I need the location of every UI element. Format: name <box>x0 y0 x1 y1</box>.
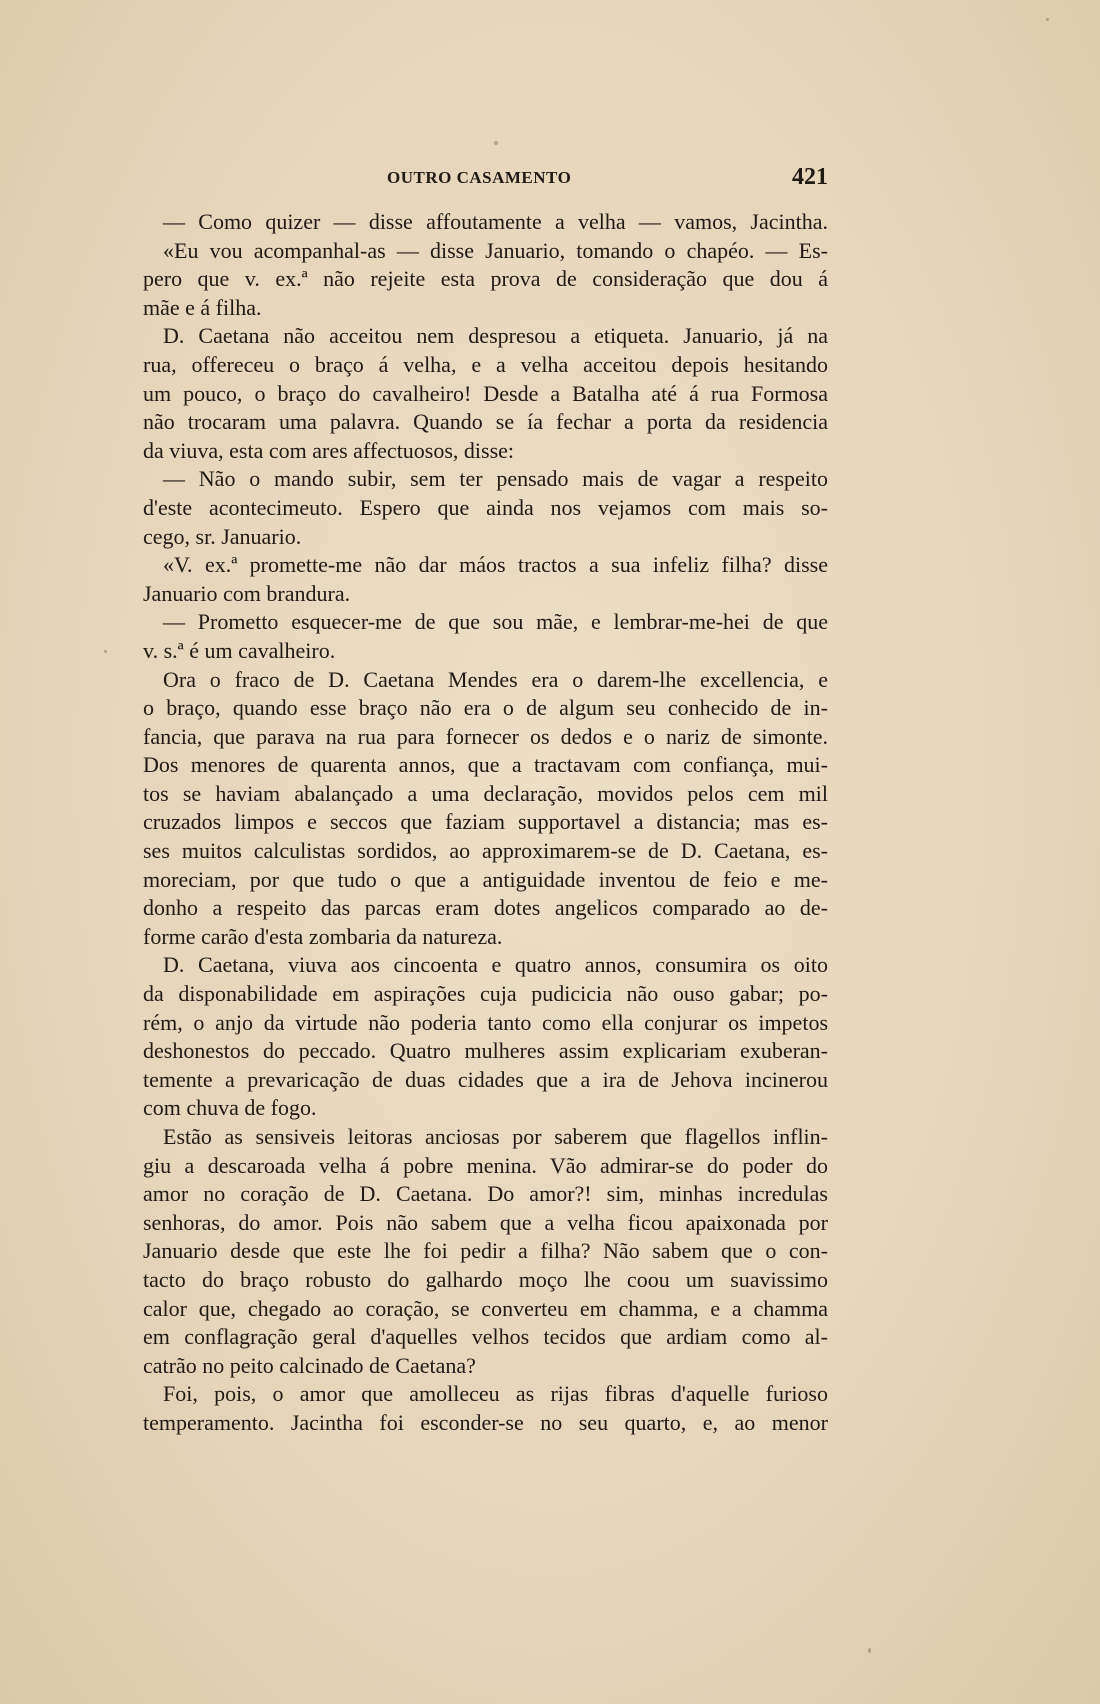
paper-speck <box>104 650 107 653</box>
text-line: catrão no peito calcinado de Caetana? <box>143 1352 476 1378</box>
text-line: Januario desde que este lhe foi pedir a filha? Não sabem que o con- <box>143 1238 828 1264</box>
text-line: temente a prevaricação de duas cidades que a ira de Jehova incinerou <box>143 1066 828 1092</box>
page-number: 421 <box>792 164 828 190</box>
text-line: um pouco, o braço do cavalheiro! Desde a Batalha até á rua Formosa <box>143 380 828 406</box>
text-line: Foi, pois, o amor que amolleceu as rijas fibras d'aquelle furioso <box>163 1381 828 1407</box>
running-head <box>143 164 828 194</box>
text-line: mãe e á filha. <box>143 294 262 320</box>
text-line: o braço, quando esse braço não era o de algum seu conhecido de in- <box>143 695 828 721</box>
text-line: Estão as sensiveis leitoras anciosas por saberem que flagellos inflin- <box>163 1124 828 1149</box>
text-line: — Não o mando subir, sem ter pensado mais de vagar a respeito <box>163 466 828 492</box>
text-line: fancia, que parava na rua para fornecer os dedos e o nariz de simonte. <box>143 723 828 749</box>
text-line: ses muitos calculistas sordidos, ao approximarem-se de D. Caetana, es- <box>143 838 828 864</box>
paper-speck <box>868 1648 871 1653</box>
text-line: — Prometto esquecer-me de que sou mãe, e lembrar-me-hei de que <box>163 609 828 635</box>
body-text <box>143 208 828 1438</box>
text-line: pero que v. ex.ª não rejeite esta prova de consideração que dou á <box>143 266 828 292</box>
text-line: moreciam, por que tudo o que a antiguidade inventou de feio e me- <box>143 866 828 892</box>
text-line: D. Caetana, viuva aos cincoenta e quatro annos, consumira os oito <box>163 952 828 978</box>
text-line: rua, offereceu o braço á velha, e a velha acceitou depois hesitando <box>143 351 828 377</box>
paper-speck <box>1046 18 1049 21</box>
text-line: D. Caetana não acceitou nem despresou a etiqueta. Januario, já na <box>163 323 828 349</box>
text-line: amor no coração de D. Caetana. Do amor?! sim, minhas incredulas <box>143 1181 828 1207</box>
text-line: temperamento. Jacintha foi esconder-se no seu quarto, e, ao menor <box>143 1409 828 1435</box>
text-line: com chuva de fogo. <box>143 1095 317 1121</box>
text-line: «Eu vou acompanhal-as — disse Januario, tomando o chapéo. — Es- <box>163 237 828 263</box>
text-line: da viuva, esta com ares affectuosos, disse: <box>143 437 515 463</box>
text-line: calor que, chegado ao coração, se converteu em chamma, e a chamma <box>143 1295 828 1321</box>
running-title: OUTRO CASAMENTO <box>387 168 572 187</box>
text-line: em conflagração geral d'aquelles velhos tecidos que ardiam como al- <box>143 1324 828 1350</box>
text-line: «V. ex.ª promette-me não dar máos tractos a sua infeliz filha? disse <box>163 552 828 578</box>
text-line: — Como quizer — disse affoutamente a velha — vamos, Jacintha. <box>163 209 828 234</box>
text-line: não trocaram uma palavra. Quando se ía fechar a porta da residencia <box>143 409 828 435</box>
text-line: senhoras, do amor. Pois não sabem que a velha ficou apaixonada por <box>143 1209 828 1235</box>
text-line: tos se haviam abalançado a uma declaração, movidos pelos cem mil <box>143 780 828 806</box>
text-line: cego, sr. Januario. <box>143 523 302 549</box>
text-line: d'este acontecimeuto. Espero que ainda nos vejamos com mais so- <box>143 494 828 520</box>
text-line: giu a descaroada velha á pobre menina. Vão admirar-se do poder do <box>143 1152 828 1178</box>
text-line: da disponabilidade em aspirações cuja pudicicia não ouso gabar; po- <box>143 981 828 1007</box>
text-line: rém, o anjo da virtude não poderia tanto como ella conjurar os impetos <box>143 1009 828 1035</box>
text-line: forme carão d'esta zombaria da natureza. <box>143 923 503 949</box>
text-line: donho a respeito das parcas eram dotes angelicos comparado ao de- <box>143 895 828 921</box>
text-line: Januario com brandura. <box>143 580 351 606</box>
text-line: Ora o fraco de D. Caetana Mendes era o darem-lhe excellencia, e <box>163 666 828 692</box>
text-line: v. s.ª é um cavalheiro. <box>143 637 336 663</box>
text-line: deshonestos do peccado. Quatro mulheres assim explicariam exuberan- <box>143 1038 828 1064</box>
text-line: tacto do braço robusto do galhardo moço lhe coou um suavissimo <box>143 1266 828 1292</box>
text-line: cruzados limpos e seccos que faziam supportavel a distancia; mas es- <box>143 809 828 835</box>
text-line: Dos menores de quarenta annos, que a tractavam com confiança, mui- <box>143 752 828 778</box>
paper-speck <box>494 141 498 145</box>
